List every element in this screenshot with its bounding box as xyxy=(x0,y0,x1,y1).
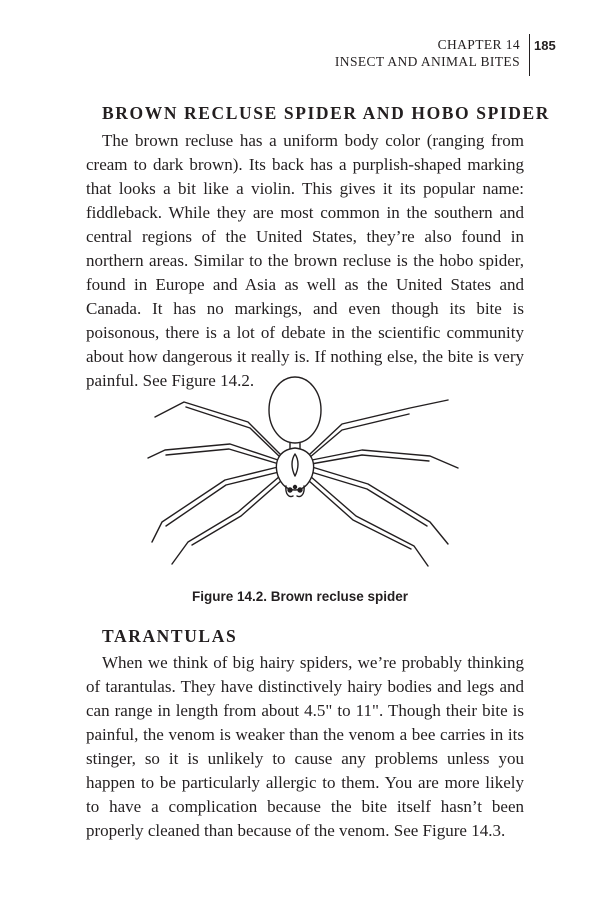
paragraph-brown-recluse: The brown recluse has a uniform body color (ranging from cream to dark brown). Its back has a purplish-shaped marking that looks a bit like a violin. This gives it its popular name: fiddleback. While they are most common in the southern and central regions of the United States, they’re also found in northern areas. Similar to the brown recluse is the hobo spider, found in Europe and Asia as well as the United States and Canada. It has no markings, and even though its bite is poisonous, there is a lot of debate in the scientific community about how dangerous it really is. If nothing else, the bite is very painful. See Figure 14.2. xyxy=(86,131,524,390)
running-head xyxy=(335,36,520,70)
spider-leg xyxy=(172,476,280,564)
spider-leg xyxy=(155,402,280,454)
section-heading-brown-recluse: BROWN RECLUSE SPIDER AND HOBO SPIDER xyxy=(102,103,551,123)
running-head-divider xyxy=(529,34,530,76)
section-heading-tarantulas: TARANTULAS xyxy=(102,626,238,646)
running-head-title: INSECT AND ANIMAL BITES xyxy=(334,54,520,69)
running-head-chapter: CHAPTER 14 xyxy=(437,37,520,52)
spider-abdomen xyxy=(269,377,321,443)
figure-caption: Figure 14.2. Brown recluse spider xyxy=(191,589,409,604)
spider-leg xyxy=(310,400,448,454)
spider-illustration xyxy=(130,372,480,582)
page-number: 185 xyxy=(534,38,556,53)
spider-drawing xyxy=(130,372,480,582)
paragraph-tarantulas: When we think of big hairy spiders, we’re probably thinking of tarantulas. They have distinctively hairy bodies and legs and can range in length from about 4.5" to 11". Though their bite is painful, the venom is weaker than the venom a bee carries in its stinger, so it is unlikely to cause any problems unless you happen to be particularly allergic to them. You are more likely to have a complication because the bite itself hasn’t been properly cleaned than because of the venom. See Figure 14.3. xyxy=(86,653,524,840)
spider-leg xyxy=(312,450,458,468)
